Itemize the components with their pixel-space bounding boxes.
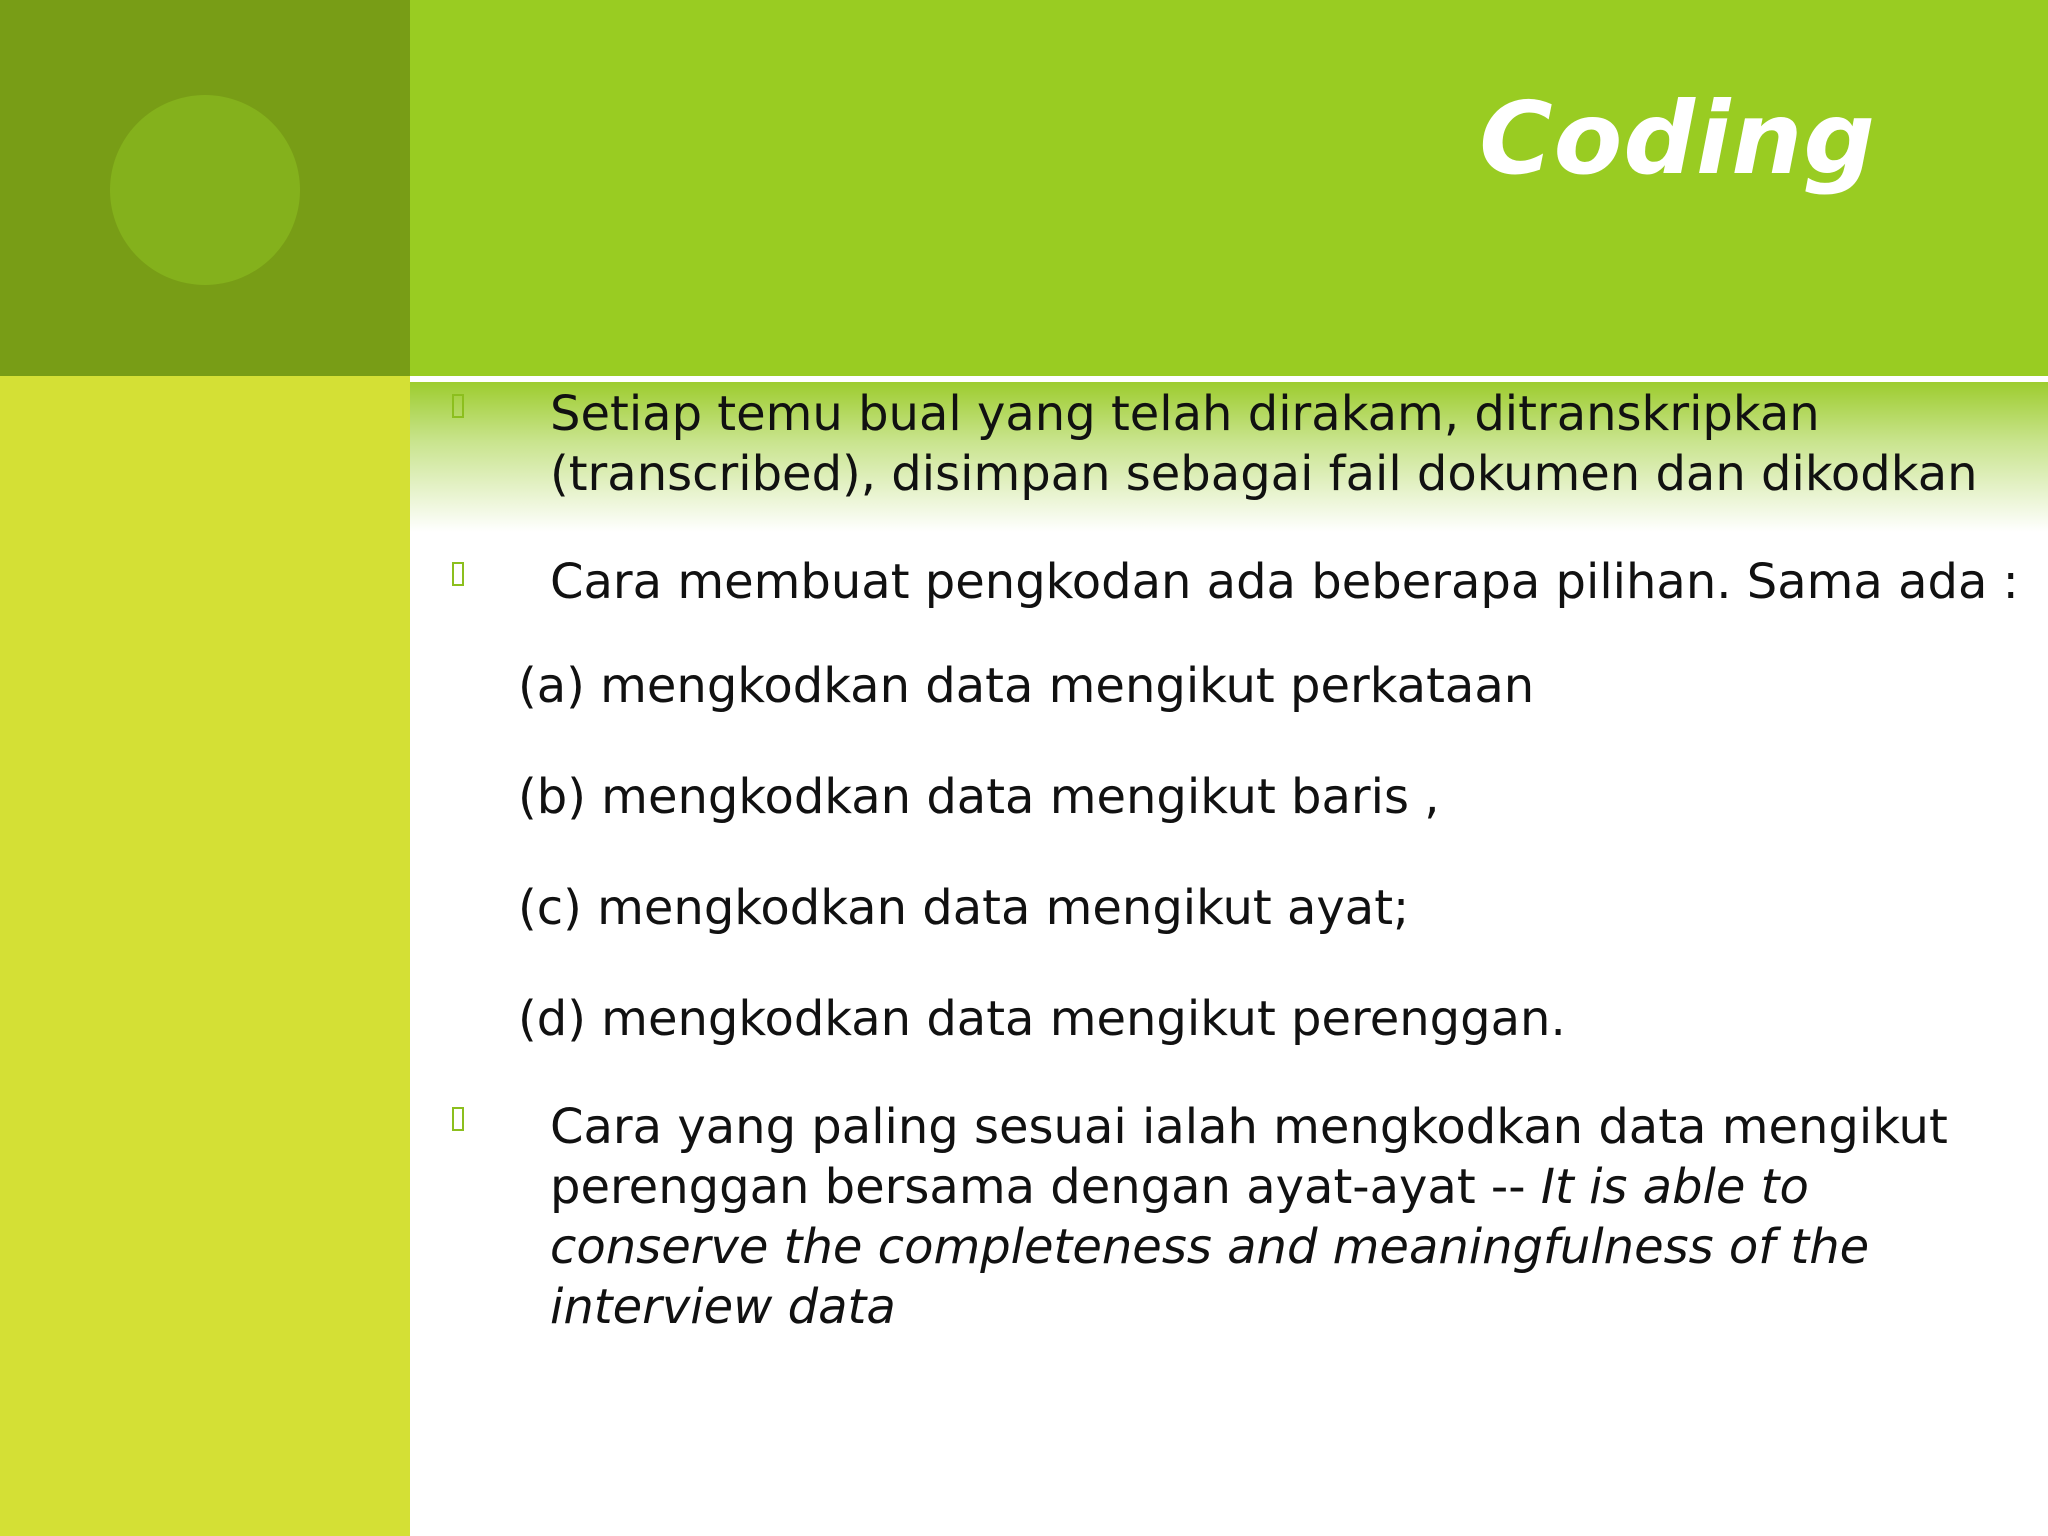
corner-block <box>0 0 410 376</box>
circle-decoration-icon <box>110 95 300 285</box>
option-item: (c) mengkodkan data mengikut ayat; <box>518 880 1410 936</box>
bullet-italic-text: It is able to conserve the completeness and meaningfulness of the interview data <box>550 1159 1870 1335</box>
bullet-text: Cara membuat pengkodan ada beberapa pilihan. Sama ada : <box>550 554 2019 610</box>
slide-title: Coding <box>1479 80 1876 197</box>
bullet-text: Cara yang paling sesuai ialah mengkodkan data mengikut perenggan bersama dengan ayat-ayat -- <box>550 1099 1948 1215</box>
square-bullet-icon <box>452 1107 464 1131</box>
option-list <box>410 656 2020 1049</box>
slide-content <box>410 384 2020 1337</box>
bullet-item <box>410 384 2020 504</box>
left-band <box>0 376 410 1536</box>
square-bullet-icon <box>452 562 464 586</box>
option-item: (a) mengkodkan data mengikut perkataan <box>518 658 1535 714</box>
bullet-item <box>410 1097 2020 1337</box>
bullet-item <box>410 552 2020 612</box>
bullet-text: Setiap temu bual yang telah dirakam, ditranskripkan (transcribed), disimpan sebagai fail dokumen dan dikodkan <box>550 386 1978 502</box>
option-item: (d) mengkodkan data mengikut perenggan. <box>518 991 1566 1047</box>
option-item: (b) mengkodkan data mengikut baris , <box>518 769 1440 825</box>
square-bullet-icon <box>452 394 464 418</box>
